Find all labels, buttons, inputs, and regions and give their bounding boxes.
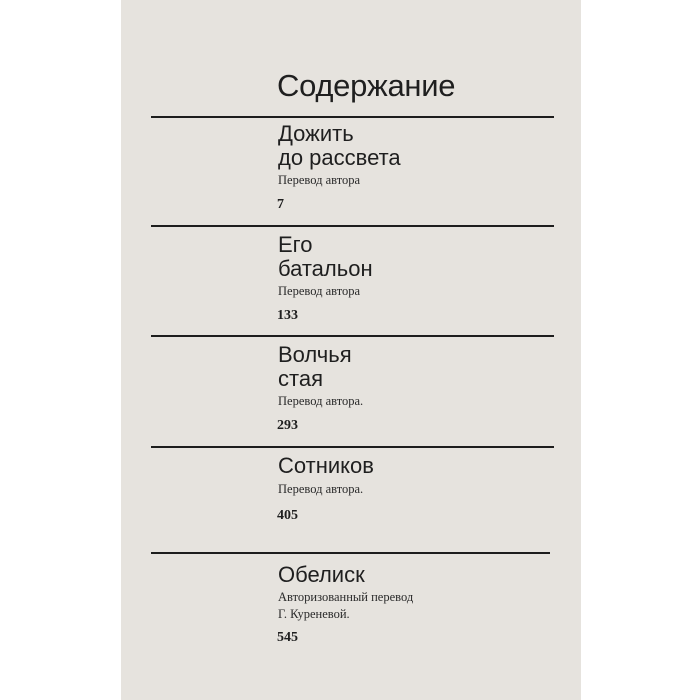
entry-title: стая (278, 366, 323, 391)
entry-title: Сотников (278, 453, 374, 478)
entry-title: до рассвета (278, 145, 401, 170)
entry-page-number: 7 (277, 197, 284, 212)
divider-rule (151, 335, 554, 337)
entry-translation-note: Перевод автора (278, 173, 361, 187)
entry-translation-note: Авторизованный перевод (278, 590, 414, 604)
divider-rule (151, 116, 554, 118)
entry-page-number: 545 (277, 630, 298, 645)
entry-page-number: 293 (277, 418, 298, 433)
entry-title: Волчья (278, 342, 352, 367)
entry-translation-note: Г. Куреневой. (278, 607, 350, 621)
contents-heading: Содержание (277, 68, 456, 103)
entry-page-number: 133 (277, 308, 298, 323)
entry-title: батальон (278, 256, 373, 281)
entry-title: Обелиск (278, 562, 365, 587)
divider-rule (151, 446, 554, 448)
entry-page-number: 405 (277, 508, 298, 523)
entry-title: Дожить (278, 121, 354, 146)
entry-title: Его (278, 232, 313, 257)
entry-translation-note: Перевод автора (278, 284, 361, 298)
entry-translation-note: Перевод автора. (278, 482, 364, 496)
entry-translation-note: Перевод автора. (278, 394, 364, 408)
divider-rule (151, 225, 554, 227)
divider-rule (151, 552, 550, 554)
